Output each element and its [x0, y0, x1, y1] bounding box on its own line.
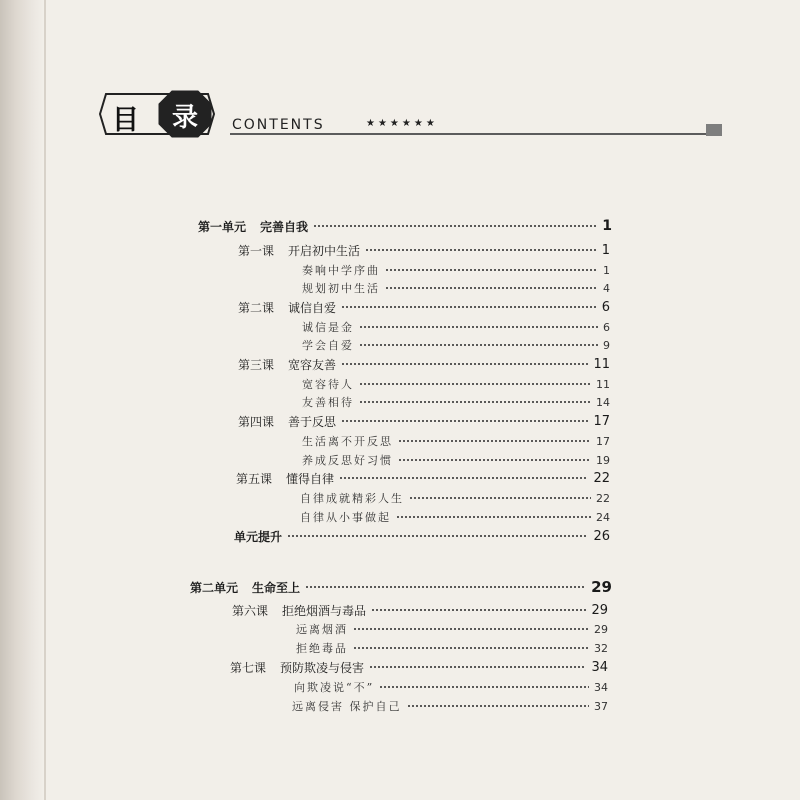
section-title: 宽容待人 [302, 378, 354, 391]
toc-lesson-6[interactable] [232, 600, 608, 620]
page-number: 26 [593, 528, 610, 544]
toc-section[interactable] [292, 696, 608, 716]
dot-leader [385, 269, 598, 271]
dot-leader [305, 586, 586, 588]
lesson-label: 第四课 [238, 414, 275, 429]
dot-leader [287, 535, 588, 537]
unit-title: 完善自我 [260, 219, 309, 234]
page-number: 22 [596, 491, 610, 505]
toc-section[interactable] [302, 260, 610, 280]
section-title: 友善相待 [302, 396, 354, 409]
page-number: 29 [591, 602, 608, 618]
dot-leader [371, 609, 586, 611]
section-title: 远离烟酒 [296, 623, 348, 636]
toc-section[interactable] [302, 335, 610, 355]
section-title: 拒绝毒品 [296, 642, 348, 655]
page-number: 34 [594, 680, 608, 694]
page-number: 32 [594, 641, 608, 655]
unit-title: 生命至上 [252, 580, 301, 595]
section-title: 自律成就精彩人生 [300, 492, 404, 505]
lesson-label: 第六课 [232, 603, 269, 618]
dot-leader [341, 420, 588, 422]
page-number: 6 [603, 320, 610, 334]
toc-section[interactable] [302, 450, 610, 470]
toc-unit-2[interactable] [190, 577, 612, 597]
dot-leader [359, 383, 591, 385]
toc-lesson-1[interactable] [238, 240, 610, 260]
title-char-lu: 录 [171, 103, 198, 133]
dot-leader [359, 401, 591, 403]
dot-leader [396, 516, 591, 518]
toc-section[interactable] [294, 677, 608, 697]
toc-section[interactable] [302, 317, 610, 337]
dot-leader [365, 249, 597, 251]
unit-label: 第二单元 [190, 580, 239, 595]
dot-leader [359, 326, 598, 328]
dot-leader [313, 225, 597, 227]
section-title: 向欺凌说“不” [294, 681, 375, 694]
page-number: 11 [596, 377, 610, 391]
dot-leader [359, 344, 598, 346]
page-number: 24 [596, 510, 610, 524]
page-number: 17 [596, 434, 610, 448]
star-ornament: ★★★★★★ [366, 118, 438, 129]
toc-unit-1[interactable] [198, 216, 612, 236]
page-number: 11 [593, 356, 610, 372]
section-title: 养成反思好习惯 [302, 454, 393, 467]
dot-leader [353, 628, 589, 630]
lesson-label: 第一课 [238, 243, 275, 258]
lesson-title: 善于反思 [288, 414, 337, 429]
page-number: 19 [596, 453, 610, 467]
page-number: 1 [603, 263, 610, 277]
toc-section[interactable] [302, 374, 610, 394]
dot-leader [379, 686, 589, 688]
page-number: 17 [593, 413, 610, 429]
lesson-label: 第二课 [238, 300, 275, 315]
toc-lesson-5[interactable] [236, 468, 610, 488]
toc-section[interactable] [302, 278, 610, 298]
dot-leader [341, 363, 588, 365]
toc-section[interactable] [300, 507, 610, 527]
page-number: 29 [594, 622, 608, 636]
section-title: 生活离不开反思 [302, 435, 393, 448]
lesson-title: 诚信自爱 [288, 300, 337, 315]
page-number: 29 [591, 578, 612, 596]
contents-subtitle: CONTENTS [232, 117, 325, 133]
page-number: 37 [594, 699, 608, 713]
page-number: 1 [601, 242, 610, 258]
dot-leader [341, 306, 597, 308]
dot-leader [398, 459, 591, 461]
section-title: 自律从小事做起 [300, 511, 391, 524]
review-title: 单元提升 [234, 529, 283, 544]
page-number: 34 [591, 659, 608, 675]
dot-leader [385, 287, 598, 289]
lesson-title: 宽容友善 [288, 357, 337, 372]
dot-leader [369, 666, 586, 668]
dot-leader [407, 705, 590, 707]
toc-lesson-7[interactable] [230, 657, 608, 677]
section-title: 诚信是金 [302, 321, 354, 334]
section-title: 学会自爱 [302, 339, 354, 352]
lesson-label: 第三课 [238, 357, 275, 372]
lesson-title: 预防欺凌与侵害 [280, 660, 365, 675]
toc-unit-review[interactable] [234, 526, 610, 546]
page-number: 9 [603, 338, 610, 352]
toc-lesson-4[interactable] [238, 411, 610, 431]
section-title: 规划初中生活 [302, 282, 380, 295]
toc-lesson-3[interactable] [238, 354, 610, 374]
page-number: 6 [601, 299, 610, 315]
toc-section[interactable] [302, 431, 610, 451]
lesson-label: 第五课 [236, 471, 273, 486]
section-title: 远离侵害 保护自己 [292, 700, 402, 713]
page-number: 4 [603, 281, 610, 295]
dot-leader [353, 647, 589, 649]
dot-leader [398, 440, 591, 442]
lesson-title: 开启初中生活 [288, 243, 361, 258]
dot-leader [409, 497, 591, 499]
section-title: 奏响中学序曲 [302, 264, 380, 277]
title-char-mu: 目 [112, 105, 139, 136]
page-number: 14 [596, 395, 610, 409]
toc-section[interactable] [302, 392, 610, 412]
dot-leader [339, 477, 588, 479]
unit-label: 第一单元 [198, 219, 247, 234]
lesson-title: 懂得自律 [286, 471, 335, 486]
page-number: 22 [593, 470, 610, 486]
toc-lesson-2[interactable] [238, 297, 610, 317]
toc-section[interactable] [296, 638, 608, 658]
lesson-title: 拒绝烟酒与毒品 [282, 603, 367, 618]
toc-section[interactable] [300, 488, 610, 508]
page-number: 1 [602, 218, 612, 234]
lesson-label: 第七课 [230, 660, 267, 675]
toc-section[interactable] [296, 619, 608, 639]
